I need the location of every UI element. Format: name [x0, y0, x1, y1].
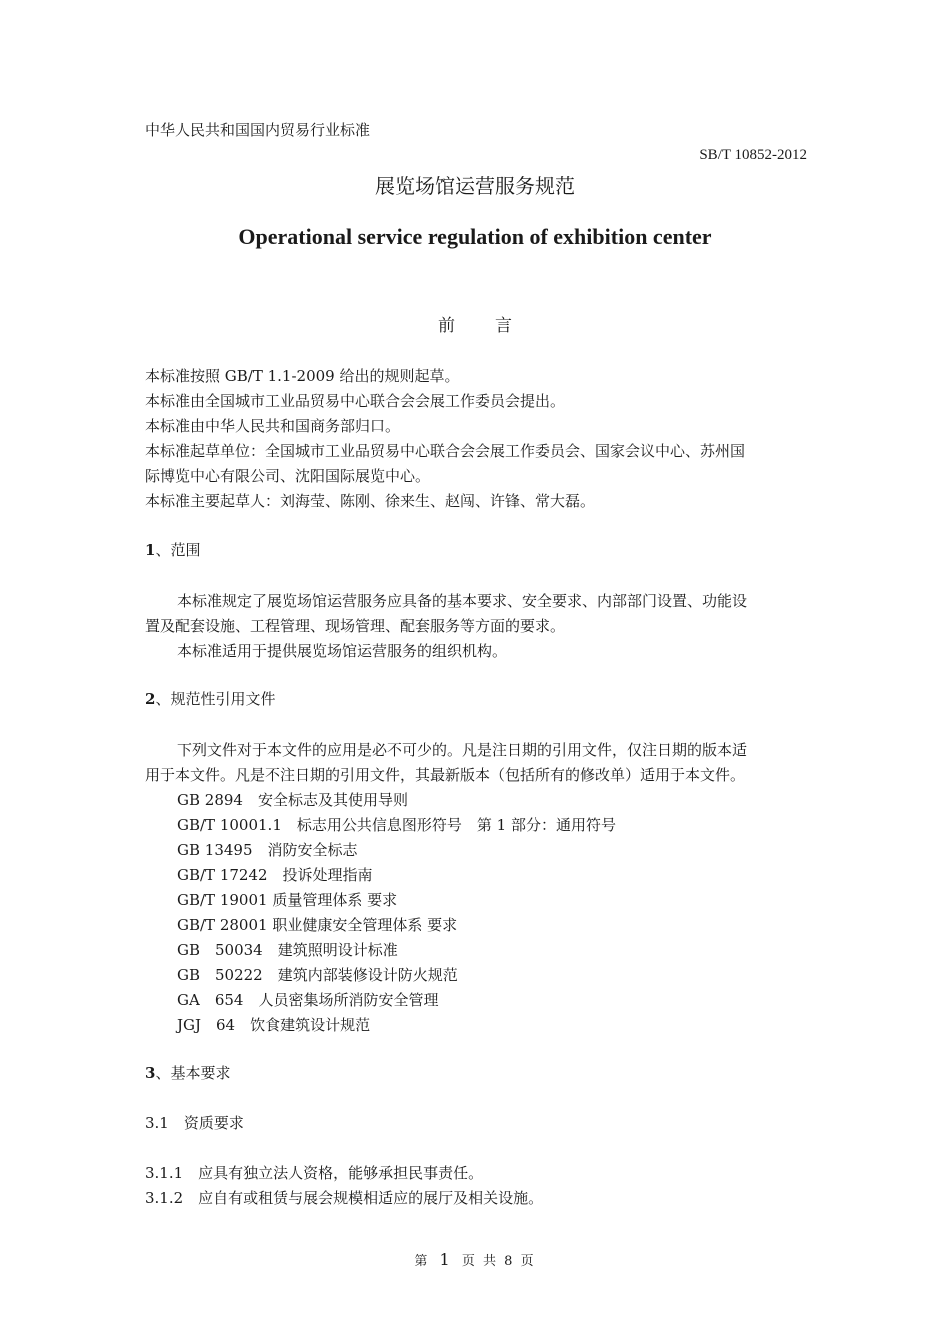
- section-number: 2: [145, 690, 156, 708]
- footer-prefix: 第: [414, 1254, 430, 1269]
- foreword-line: 本标准起草单位：全国城市工业品贸易中心联合会会展工作委员会、国家会议中心、苏州国: [145, 442, 746, 460]
- reference-item: GB 2894 安全标志及其使用导则: [177, 791, 408, 809]
- page-number: 1: [439, 1250, 452, 1269]
- clause-item: 3.1.1 应具有独立法人资格，能够承担民事责任。: [145, 1164, 484, 1182]
- reference-item: GB/T 28001 职业健康安全管理体系 要求: [177, 916, 458, 934]
- section-2: [145, 687, 807, 712]
- foreword-line: 本标准由中华人民共和国商务部归口。: [145, 417, 401, 435]
- section-title: 、基本要求: [155, 1064, 231, 1082]
- foreword-heading: 前言: [438, 316, 552, 336]
- paragraph-line: 用于本文件。凡是不注日期的引用文件，其最新版本（包括所有的修改单）适用于本文件。: [145, 766, 746, 784]
- footer-middle: 页 共: [461, 1254, 499, 1269]
- title-english: Operational service regulation of exhibition center: [238, 224, 712, 249]
- foreword-line: 本标准主要起草人：刘海莹、陈刚、徐来生、赵闯、许锋、常大磊。: [145, 492, 596, 510]
- paragraph-line: 下列文件对于本文件的应用是必不可少的。凡是注日期的引用文件，仅注日期的版本适: [177, 741, 748, 759]
- footer-suffix: 页: [520, 1254, 536, 1269]
- foreword-line: 本标准由全国城市工业品贸易中心联合会会展工作委员会提出。: [145, 392, 566, 410]
- reference-item: GB/T 10001.1 标志用公共信息图形符号 第 1 部分：通用符号: [177, 816, 616, 834]
- section-number: 1: [145, 541, 156, 559]
- foreword-body: [145, 364, 807, 514]
- reference-item: GB/T 17242 投诉处理指南: [177, 866, 373, 884]
- section-title: 、规范性引用文件: [155, 690, 276, 708]
- section-heading: [145, 538, 807, 563]
- reference-item: GB 50222 建筑内部装修设计防火规范: [177, 966, 458, 984]
- section-heading: [145, 687, 807, 712]
- reference-item: GB/T 19001 质量管理体系 要求: [177, 891, 398, 909]
- reference-item: GB 13495 消防安全标志: [177, 841, 358, 859]
- clause-item: 3.1.2 应自有或租赁与展会规模相适应的展厅及相关设施。: [145, 1189, 544, 1207]
- section-3: [145, 1061, 807, 1086]
- section-1-body: [145, 589, 807, 664]
- page-footer: [0, 1250, 950, 1272]
- foreword-line: 际博览中心有限公司、沈阳国际展览中心。: [145, 467, 431, 485]
- subsection-3-1-items: [145, 1161, 807, 1211]
- foreword-line: 本标准按照 GB/T 1.1-2009 给出的规则起草。: [145, 367, 460, 385]
- title-chinese: 展览场馆运营服务规范: [375, 174, 575, 198]
- section-2-body: [145, 738, 807, 1038]
- page-total: 8: [504, 1254, 515, 1269]
- paragraph-line: 本标准适用于提供展览场馆运营服务的组织机构。: [177, 642, 508, 660]
- reference-item: GB 50034 建筑照明设计标准: [177, 941, 398, 959]
- section-heading: [145, 1061, 807, 1086]
- paragraph-line: 本标准规定了展览场馆运营服务应具备的基本要求、安全要求、内部部门设置、功能设: [177, 592, 748, 610]
- standard-body: 中华人民共和国国内贸易行业标准: [145, 121, 371, 139]
- standard-code: SB/T 10852-2012: [699, 147, 807, 163]
- section-number: 3: [145, 1064, 156, 1082]
- reference-item: GA 654 人员密集场所消防安全管理: [177, 991, 439, 1009]
- paragraph-line: 置及配套设施、工程管理、现场管理、配套服务等方面的要求。: [145, 617, 566, 635]
- subsection-3-1: [145, 1111, 807, 1136]
- subsection-heading: 3.1 资质要求: [145, 1114, 244, 1132]
- section-1: [145, 538, 807, 563]
- reference-item: JGJ 64 饮食建筑设计规范: [177, 1016, 371, 1034]
- section-title: 、范围: [155, 541, 201, 559]
